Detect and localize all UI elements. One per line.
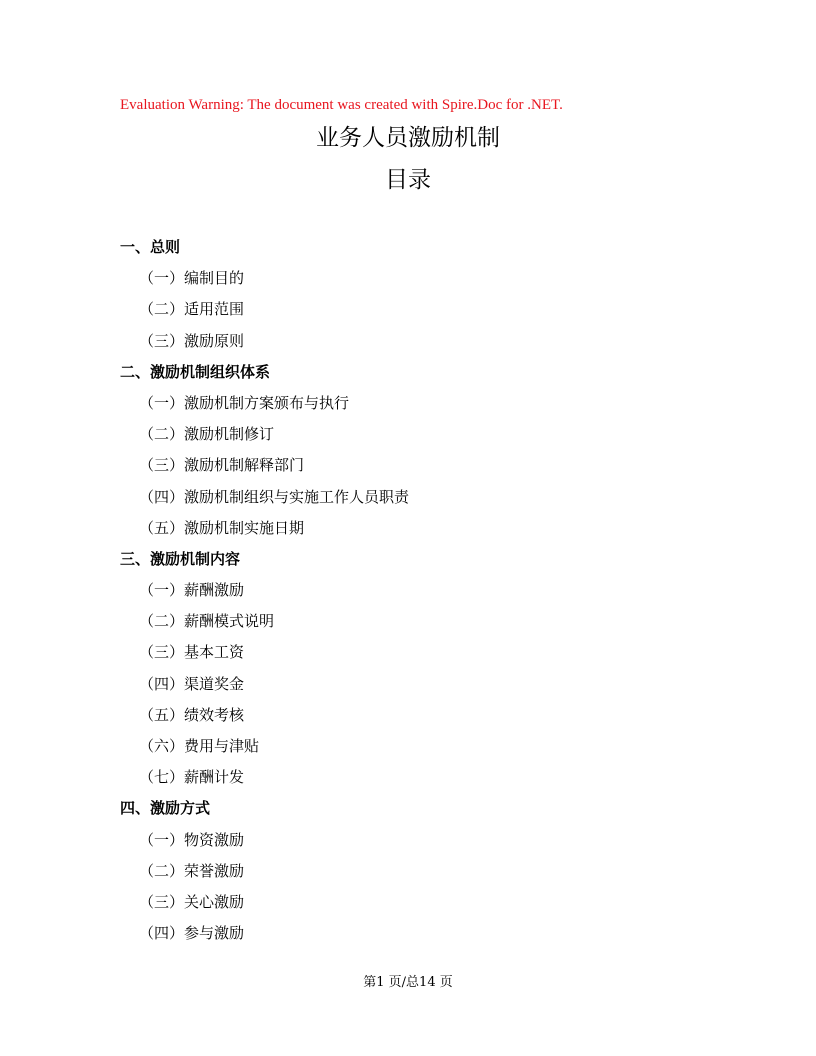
document-title: 业务人员激励机制 [316,125,500,151]
toc-section-heading[interactable]: 三、激励机制内容 [120,549,241,568]
toc-entry[interactable]: （一）激励机制方案颁布与执行 [139,393,350,412]
toc-entry[interactable]: （二）激励机制修订 [139,425,275,444]
toc-heading: 目录 [385,167,431,193]
toc-entry[interactable]: （三）激励机制解释部门 [139,456,305,475]
toc-section-heading[interactable]: 四、激励方式 [120,799,211,818]
toc-entry[interactable]: （四）激励机制组织与实施工作人员职责 [139,487,410,506]
toc-entry[interactable]: （一）编制目的 [139,269,245,288]
toc-entry[interactable]: （一）薪酬激励 [139,581,245,600]
toc-entry[interactable]: （五）绩效考核 [139,705,245,724]
page-footer: 第1 页/总14 页 [363,975,453,990]
toc-section-heading[interactable]: 一、总则 [120,238,181,256]
toc-entry[interactable]: （二）薪酬模式说明 [139,612,275,631]
toc-entry[interactable]: （七）薪酬计发 [139,768,245,787]
evaluation-warning: Evaluation Warning: The document was created with Spire.Doc for .NET. [120,97,563,113]
toc-section-heading[interactable]: 二、激励机制组织体系 [120,362,271,381]
toc-entry[interactable]: （三）关心激励 [139,892,245,911]
toc-entry[interactable]: （四）渠道奖金 [139,674,245,693]
toc-entry[interactable]: （二）适用范围 [139,300,245,319]
toc-entry[interactable]: （三）基本工资 [139,643,245,662]
toc-entry[interactable]: （六）费用与津贴 [139,737,260,755]
toc-entry[interactable]: （二）荣誉激励 [139,861,245,880]
toc-entry[interactable]: （三）激励原则 [139,331,245,350]
toc-entry[interactable]: （五）激励机制实施日期 [139,518,305,537]
toc-entry[interactable]: （四）参与激励 [139,924,245,943]
table-of-contents [120,234,409,951]
toc-entry[interactable]: （一）物资激励 [139,830,245,849]
